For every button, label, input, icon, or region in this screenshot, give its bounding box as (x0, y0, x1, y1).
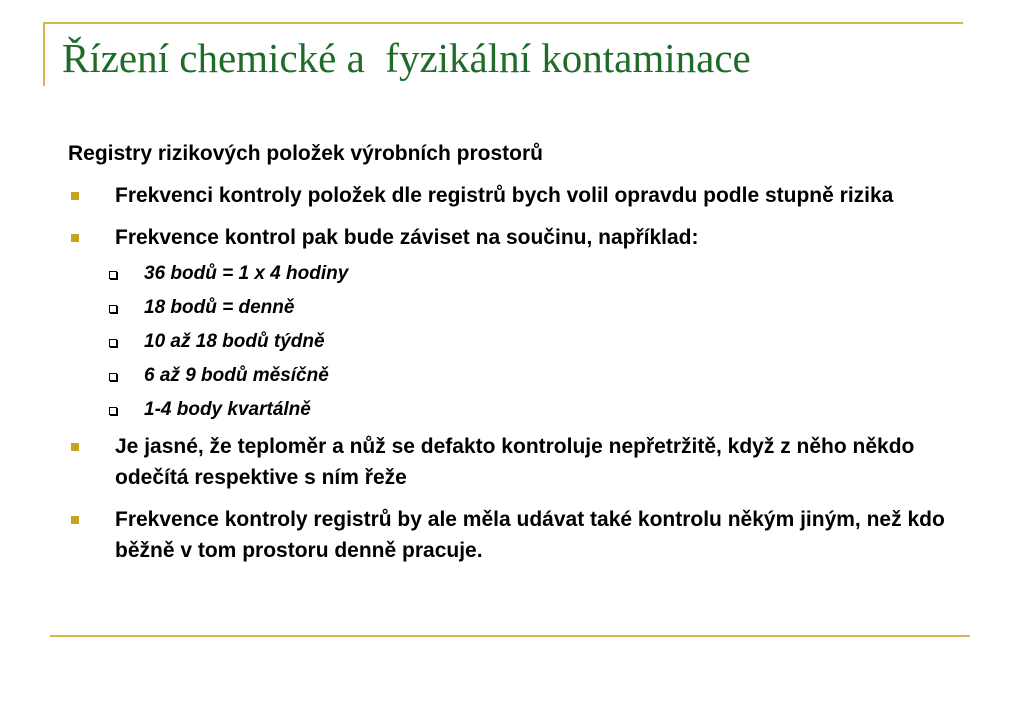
slide-subtitle: Registry rizikových položek výrobních prostorů (68, 142, 543, 165)
bottom-border-line (50, 635, 970, 637)
bullet-text: Frekvenci kontroly položek dle registrů bych volil opravdu podle stupně rizika (115, 184, 894, 207)
slide-body (68, 140, 973, 577)
bullet-text: Frekvence kontrol pak bude záviset na součinu, například: (115, 226, 699, 249)
bullet-item (68, 504, 973, 566)
sub-bullet-item (68, 329, 973, 355)
hollow-square-bullet-icon (109, 305, 117, 313)
sub-bullet-text: 18 bodů = denně (144, 297, 295, 318)
sub-bullet-item (68, 363, 973, 389)
hollow-square-bullet-icon (109, 407, 117, 415)
sub-bullet-text: 6 až 9 bodů měsíčně (144, 365, 329, 386)
sub-bullet-item (68, 397, 973, 423)
top-border-line (43, 22, 963, 24)
sub-bullet-item (68, 261, 973, 287)
bullet-item (68, 222, 973, 253)
bullet-text: Frekvence kontroly registrů by ale měla udávat také kontrolu někým jiným, než kdo běžně v tom prostoru denně pracuje. (115, 508, 945, 562)
square-bullet-icon (71, 234, 79, 242)
slide-title: Řízení chemické a fyzikální kontaminace (62, 35, 751, 81)
sub-bullet-text: 36 bodů = 1 x 4 hodiny (144, 263, 349, 284)
sub-bullet-text: 1-4 body kvartálně (144, 399, 311, 420)
hollow-square-bullet-icon (109, 271, 117, 279)
sub-bullet-text: 10 až 18 bodů týdně (144, 331, 325, 352)
bullet-item (68, 180, 973, 211)
sub-bullet-item (68, 295, 973, 321)
bullet-item (68, 431, 973, 493)
sub-bullet-list (68, 261, 973, 423)
square-bullet-icon (71, 192, 79, 200)
bullet-text: Je jasné, že teploměr a nůž se defakto kontroluje nepřetržitě, když z něho někdo odečítá respektive s ním řeže (115, 435, 915, 489)
hollow-square-bullet-icon (109, 373, 117, 381)
square-bullet-icon (71, 443, 79, 451)
square-bullet-icon (71, 516, 79, 524)
hollow-square-bullet-icon (109, 339, 117, 347)
left-border-line (43, 22, 45, 86)
